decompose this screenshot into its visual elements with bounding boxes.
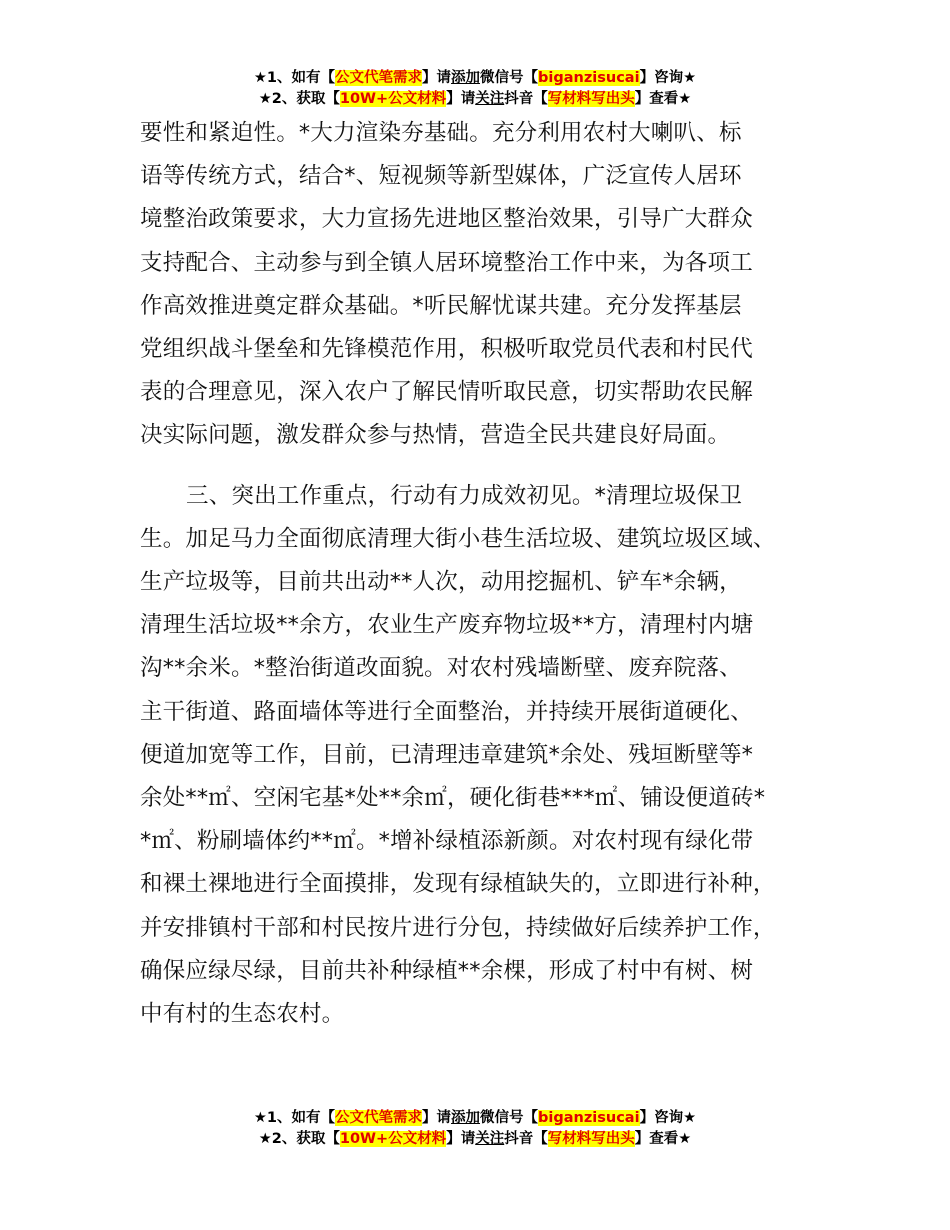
paragraph-2-line: 和裸土裸地进行全面摸排，发现有绿植缺失的，立即进行补种， (140, 871, 776, 898)
paragraph-2-line: 余处**㎡、空闲宅基*处**余㎡，硬化街巷***㎡、铺设便道砖* (140, 785, 766, 812)
paragraph-1 (140, 112, 840, 458)
footer-line-1-suffix: 】咨询★ (639, 1110, 697, 1126)
footer-line-2-suffix: 】查看★ (634, 1131, 692, 1147)
footer-line-2-text-2: 抖音【 (504, 1131, 548, 1147)
footer-line-1-highlight-service: 公文代笔需求 (335, 1110, 423, 1126)
paragraph-1-line: 作高效推进奠定群众基础。*听民解忧谋共建。充分发挥基层 (140, 292, 742, 319)
footer-line-1-prefix: ★1、如有【 (253, 1110, 336, 1126)
paragraph-1-line: 境整治政策要求，大力宣扬先进地区整治效果，引导广大群众 (140, 206, 753, 233)
paragraph-2-line: 沟**余米。*整治街道改面貌。对农村残墙断壁、废弃院落、 (140, 655, 742, 682)
header-line-2-text: 】请 (446, 91, 476, 107)
paragraph-2-line: 中有村的生态农村。 (140, 1001, 345, 1028)
header-line-1-underlined: 添加 (451, 70, 481, 86)
header-line-1-highlight-service: 公文代笔需求 (335, 70, 423, 86)
paragraph-2-line: 生产垃圾等，目前共出动**人次，动用挖掘机、铲车*余辆， (140, 569, 742, 596)
paragraph-2-line: *㎡、粉刷墙体约**㎡。*增补绿植添新颜。对农村现有绿化带 (140, 828, 754, 855)
paragraph-2-line: 生。加足马力全面彻底清理大街小巷生活垃圾、建筑垃圾区域、 (140, 525, 776, 552)
paragraph-1-line: 党组织战斗堡垒和先锋模范作用，积极听取党员代表和村民代 (140, 336, 753, 363)
header-line-2-underlined: 关注 (475, 91, 505, 107)
paragraph-1-line: 决实际问题，激发群众参与热情，营造全民共建良好局面。 (140, 422, 731, 449)
footer-line-2-underlined: 关注 (475, 1131, 505, 1147)
header-line-2-prefix: ★2、获取【 (258, 91, 340, 107)
header-line-2 (0, 89, 950, 110)
footer-line-1-text: 】请 (422, 1110, 452, 1126)
footer-line-1-text-2: 微信号【 (480, 1110, 539, 1126)
header-line-1-highlight-wechat: biganzisucai (538, 70, 640, 86)
header-line-1 (0, 68, 950, 89)
footer-line-1-highlight-wechat: biganzisucai (538, 1110, 640, 1126)
footer-line-2-highlight-materials: 10W+公文材料 (339, 1131, 447, 1147)
header-line-1-text: 】请 (422, 70, 452, 86)
footer-line-2 (0, 1129, 950, 1150)
footer-banner (0, 1108, 950, 1150)
document-body (140, 112, 840, 1036)
paragraph-1-line: 支持配合、主动参与到全镇人居环境整治工作中来，为各项工 (140, 249, 753, 276)
paragraph-2 (140, 475, 840, 1037)
paragraph-2-line: 确保应绿尽绿，目前共补种绿植**余棵，形成了村中有树、树 (140, 957, 754, 984)
header-line-1-suffix: 】咨询★ (639, 70, 697, 86)
footer-line-2-text: 】请 (446, 1131, 476, 1147)
footer-line-1 (0, 1108, 950, 1129)
paragraph-2-line: 主干街道、路面墙体等进行全面整治，并持续开展街道硬化、 (140, 698, 753, 725)
header-banner (0, 68, 950, 110)
paragraph-2-line: 并安排镇村干部和村民按片进行分包，持续做好后续养护工作， (140, 914, 776, 941)
header-line-2-suffix: 】查看★ (634, 91, 692, 107)
paragraph-1-line: 表的合理意见，深入农户了解民情听取民意，切实帮助农民解 (140, 379, 753, 406)
paragraph-2-line: 清理生活垃圾**余方，农业生产废弃物垃圾**方，清理村内塘 (140, 612, 754, 639)
footer-line-1-underlined: 添加 (451, 1110, 481, 1126)
footer-line-2-prefix: ★2、获取【 (258, 1131, 340, 1147)
header-line-1-text-2: 微信号【 (480, 70, 539, 86)
header-line-1-prefix: ★1、如有【 (253, 70, 336, 86)
paragraph-1-line: 要性和紧迫性。*大力渲染夯基础。充分利用农村大喇叭、标 (140, 120, 742, 146)
paragraph-1-line: 语等传统方式，结合*、短视频等新型媒体，广泛宣传人居环 (140, 163, 742, 190)
paragraph-2-line: 三、突出工作重点，行动有力成效初见。*清理垃圾保卫 (186, 482, 743, 509)
paragraph-2-line: 便道加宽等工作，目前，已清理违章建筑*余处、残垣断壁等* (140, 741, 754, 768)
footer-line-2-highlight-douyin: 写材料写出头 (547, 1131, 635, 1147)
header-line-2-text-2: 抖音【 (504, 91, 548, 107)
header-line-2-highlight-douyin: 写材料写出头 (547, 91, 635, 107)
header-line-2-highlight-materials: 10W+公文材料 (339, 91, 447, 107)
